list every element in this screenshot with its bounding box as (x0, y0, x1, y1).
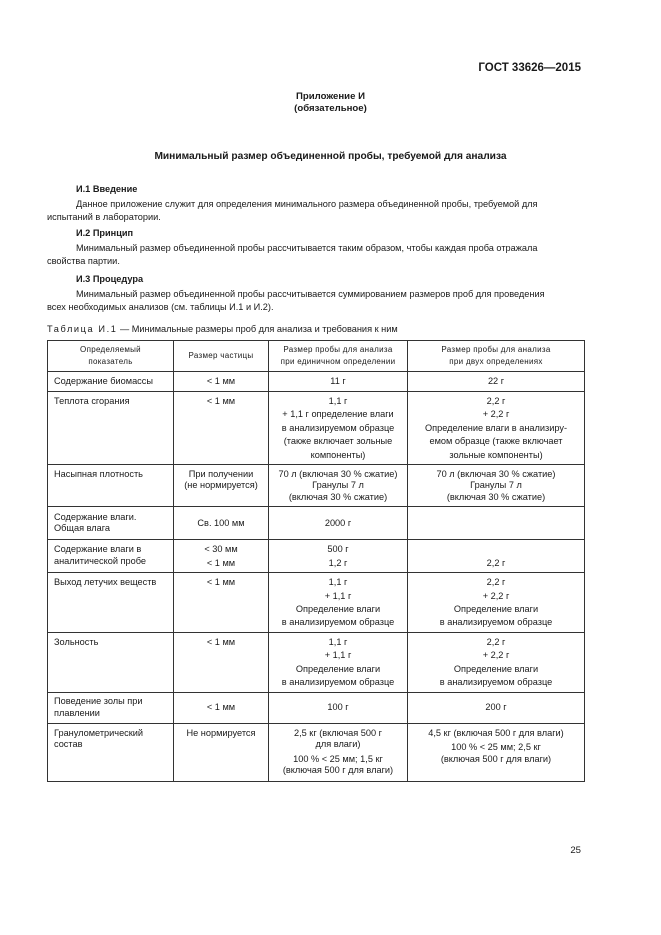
cell-line: в анализируемом образце (281, 422, 395, 433)
cell-double (408, 372, 585, 392)
cell-line: Содержание влаги в (54, 544, 142, 555)
cell-double (408, 507, 585, 540)
cell-particle-size (174, 372, 269, 392)
header-parameter (48, 341, 174, 372)
header-line: при единичном определении (280, 357, 396, 366)
cell-line: 2,5 кг (включая 500 г (293, 727, 383, 738)
cell-line: Выход летучих веществ (54, 577, 157, 588)
section-heading: И.2 Принцип (76, 228, 134, 238)
cell-parameter (48, 507, 174, 540)
cell-line: 2,2 г (486, 396, 506, 406)
section-introduction (47, 183, 585, 223)
cell-line: 1,1 г (328, 396, 348, 406)
section-procedure (47, 273, 585, 313)
section-line: Данное приложение служит для определения минимального размера объединенной пробы, требуемой для (76, 199, 538, 210)
cell-double (408, 573, 585, 633)
cell-particle-size (174, 692, 269, 723)
appendix-heading (0, 91, 661, 115)
table-row (48, 507, 585, 540)
cell-line: в анализируемом образце (281, 677, 395, 688)
header-line: Размер пробы для анализа (441, 345, 551, 354)
cell-line: Теплота сгорания (54, 396, 130, 406)
cell-line: 2,2 г (486, 557, 506, 568)
cell-line: аналитической пробе (54, 555, 146, 566)
section-heading: И.3 Процедура (76, 274, 144, 284)
cell-line: 22 г (487, 375, 505, 386)
cell-parameter (48, 392, 174, 465)
table-caption (47, 324, 398, 334)
appendix-title: Приложение И (296, 91, 365, 102)
cell-line (408, 544, 584, 555)
cell-line: 2,2 г (486, 636, 506, 647)
cell-line: в анализируемом образце (281, 617, 395, 628)
cell-single (269, 507, 408, 540)
cell-single (269, 540, 408, 573)
cell-line: в анализируемом образце (439, 617, 553, 628)
table-row (48, 372, 585, 392)
table-caption-text: — Минимальные размеры проб для анализа и требования к ним (117, 324, 398, 334)
cell-line: 2,2 г (486, 577, 506, 588)
cell-double (408, 692, 585, 723)
cell-parameter (48, 723, 174, 781)
cell-single (269, 392, 408, 465)
cell-particle-size (174, 465, 269, 507)
cell-line: 100 г (327, 702, 349, 713)
cell-double (408, 723, 585, 781)
header-line: Определяемый (80, 345, 141, 354)
cell-line: + 2,2 г (482, 590, 510, 601)
cell-parameter (48, 692, 174, 723)
cell-line: + 1,1 г определение влаги (282, 409, 394, 420)
cell-single (269, 465, 408, 507)
page-number: 25 (570, 845, 581, 856)
section-line: всех необходимых анализов (см. таблицы И.1 и И.2). (47, 301, 274, 312)
cell-line: Гранулы 7 л (312, 480, 364, 491)
cell-double (408, 392, 585, 465)
cell-line: 100 % < 25 мм; 1,5 кг (293, 753, 383, 764)
table-header (48, 341, 585, 372)
cell-particle-size (174, 573, 269, 633)
sample-size-table (47, 340, 585, 782)
cell-line: < 1 мм (206, 396, 236, 406)
header-line: показатель (88, 357, 133, 366)
section-principle (47, 227, 585, 267)
cell-double (408, 465, 585, 507)
cell-single (269, 372, 408, 392)
cell-line: 500 г (327, 544, 349, 555)
cell-line: Гранулы 7 л (470, 480, 522, 491)
table-row (48, 540, 585, 573)
cell-line: 11 г (330, 375, 346, 386)
appendix-status: (обязательное) (294, 103, 367, 114)
cell-particle-size (174, 540, 269, 573)
cell-line: (включая 30 % сжатие) (446, 491, 546, 502)
cell-line: Содержание биомассы (54, 375, 153, 386)
cell-line: емом образце (также включает (429, 436, 563, 447)
section-heading: И.1 Введение (76, 184, 138, 194)
cell-particle-size (174, 723, 269, 781)
cell-particle-size (174, 632, 269, 692)
cell-line: < 1 мм (206, 702, 236, 713)
section-line: Минимальный размер объединенной пробы рассчитывается таким образом, чтобы каждая проба отражала (76, 243, 538, 254)
cell-line: Поведение золы при (54, 696, 143, 707)
cell-line: < 1 мм (206, 557, 236, 568)
cell-line: (включая 30 % сжатие) (288, 491, 388, 502)
cell-line: 1,1 г (328, 636, 348, 647)
header-line: при двух определениях (449, 357, 543, 366)
cell-line: 100 % < 25 мм; 2,5 кг (451, 742, 541, 753)
cell-line: 70 л (включая 30 % сжатие) (436, 469, 556, 480)
cell-line: Не нормируется (186, 727, 256, 738)
cell-particle-size (174, 507, 269, 540)
cell-line: 4,5 кг (включая 500 г для влаги) (428, 727, 564, 738)
cell-line: Определение влаги (453, 663, 539, 674)
cell-parameter (48, 540, 174, 573)
cell-double (408, 632, 585, 692)
cell-line: Насыпная плотность (54, 469, 143, 480)
cell-parameter (48, 573, 174, 633)
cell-single (269, 632, 408, 692)
section-line: испытаний в лаборатории. (47, 211, 161, 222)
cell-line: 70 л (включая 30 % сжатие) (278, 469, 398, 480)
cell-line: < 1 мм (206, 577, 236, 588)
cell-parameter (48, 465, 174, 507)
cell-line: Определение влаги (295, 604, 381, 615)
table-row (48, 465, 585, 507)
header-single-determination (269, 341, 408, 372)
cell-line: + 1,1 г (324, 590, 352, 601)
cell-line: При получении (188, 469, 254, 480)
cell-line: + 1,1 г (324, 650, 352, 661)
table-row (48, 392, 585, 465)
table-row (48, 632, 585, 692)
cell-line: < 30 мм (204, 544, 238, 555)
header-line: Размер частицы (188, 351, 254, 360)
table-row (48, 723, 585, 781)
section-line: свойства партии. (47, 255, 120, 266)
table-row (48, 692, 585, 723)
cell-double (408, 540, 585, 573)
cell-line: компоненты) (310, 449, 366, 460)
cell-line: + 2,2 г (482, 409, 510, 420)
document-title: Минимальный размер объединенной пробы, требуемой для анализа (154, 151, 507, 162)
cell-line: зольные компоненты) (449, 449, 543, 460)
cell-single (269, 692, 408, 723)
cell-single (269, 723, 408, 781)
cell-line: Определение влаги (453, 604, 539, 615)
header-line: Размер пробы для анализа (283, 345, 393, 354)
table-header-row (48, 341, 585, 372)
cell-line: Общая влага (54, 523, 111, 534)
cell-line: 1,2 г (328, 557, 348, 568)
table-caption-label: Таблица И.1 (47, 324, 118, 334)
header-double-determination (408, 341, 585, 372)
cell-particle-size (174, 392, 269, 465)
cell-parameter (48, 632, 174, 692)
cell-line: (не нормируется) (184, 480, 258, 491)
cell-line: < 1 мм (206, 375, 236, 386)
cell-line: (включая 500 г для влаги) (282, 765, 394, 776)
cell-line: Зольность (54, 636, 99, 647)
cell-line: Содержание влаги. (54, 511, 137, 522)
cell-line: в анализируемом образце (439, 677, 553, 688)
header-particle-size (174, 341, 269, 372)
section-line: Минимальный размер объединенной пробы рассчитывается суммированием размеров проб для проведения (76, 289, 545, 300)
cell-line: состав (54, 739, 83, 750)
cell-parameter (48, 372, 174, 392)
cell-line: (включая 500 г для влаги) (440, 753, 552, 764)
cell-line: Определение влаги в анализиру- (424, 422, 568, 433)
cell-single (269, 573, 408, 633)
cell-line: 2000 г (324, 517, 352, 528)
cell-line: Гранулометрический (54, 727, 144, 738)
cell-line: < 1 мм (206, 636, 236, 647)
cell-line: плавлении (54, 707, 100, 718)
cell-line: Св. 100 мм (197, 517, 245, 528)
cell-line: 1,1 г (328, 577, 348, 588)
table-row (48, 573, 585, 633)
table-body (48, 372, 585, 782)
cell-line: Определение влаги (295, 663, 381, 674)
cell-line: (также включает зольные (283, 436, 393, 447)
standard-number: ГОСТ 33626—2015 (478, 62, 581, 74)
cell-line: + 2,2 г (482, 650, 510, 661)
cell-line: для влаги) (315, 739, 361, 750)
cell-line: 200 г (485, 702, 507, 713)
